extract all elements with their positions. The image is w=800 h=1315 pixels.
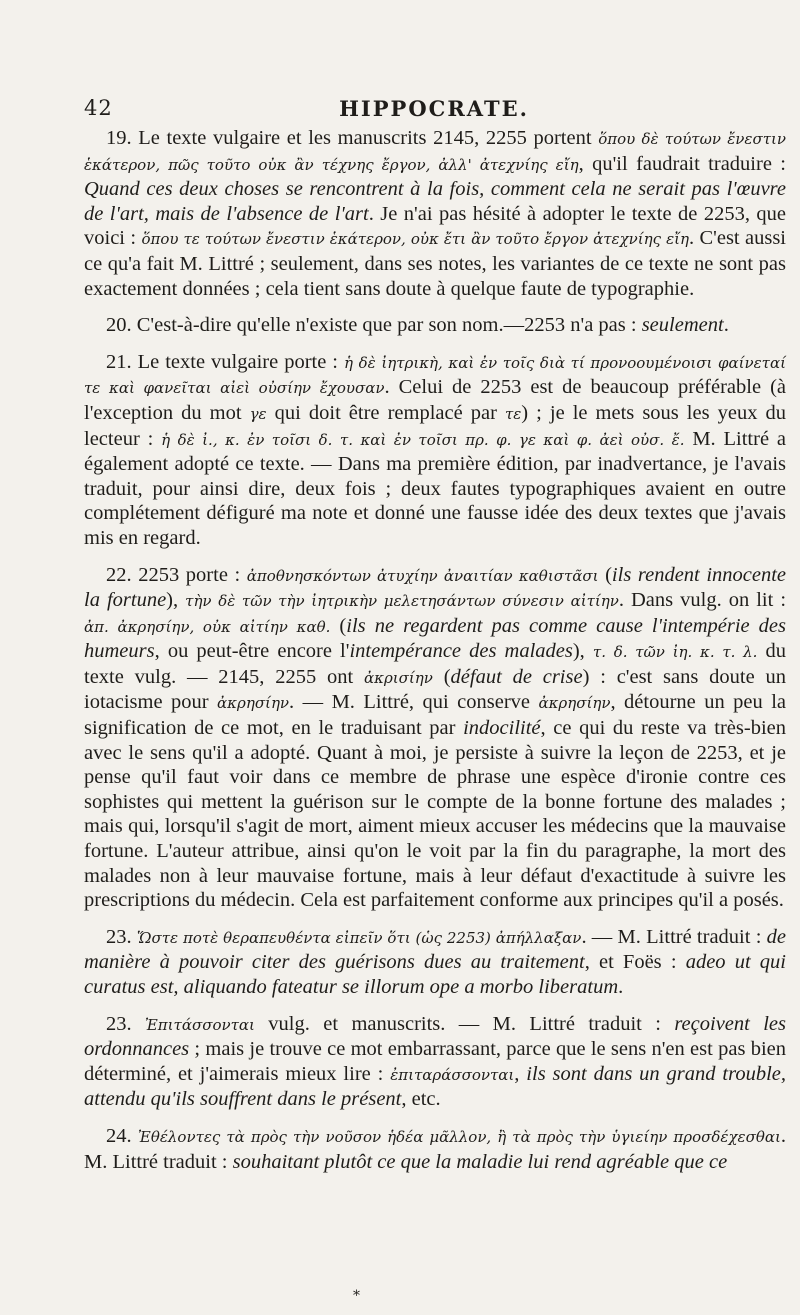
note-text: ; mais je trouve ce mot embarrassant, parce que le sens n'en est pas bien déterminé, et j'aimerais mieux lire : bbox=[84, 1038, 786, 1085]
italic-text: Quand ces deux choses se rencontrent à la fois, comment cela ne serait pas l'œuvre de l'art, mais de l'absence de l'art bbox=[84, 178, 786, 225]
note-text: ) ; je le mets sous les yeux du lecteur : bbox=[84, 401, 787, 450]
italic-text: ils rendent innocente la fortune bbox=[84, 563, 787, 612]
italic-text: de manière à pouvoir citer des guérisons dues au traitement bbox=[84, 925, 786, 974]
greek-text: ἀκρισίην bbox=[364, 668, 433, 687]
greek-text: Ἐπιτάσσονται bbox=[145, 1015, 255, 1034]
italic-text: reçoivent les ordonnances bbox=[84, 1012, 786, 1061]
italic-text: seulement bbox=[641, 314, 724, 337]
note-text: du texte vulg. — 2145, 2255 ont bbox=[84, 640, 786, 688]
greek-text: ἡ δὲ ἰ., κ. ἐν τοῖσι δ. τ. καὶ ἐν τοῖσι πρ. φ. γε καὶ φ. ἀεὶ οὐσ. ἔ. bbox=[161, 430, 685, 449]
note-text: . bbox=[723, 314, 729, 337]
note-text: 19. Le texte vulgaire et les manuscrits 2145, 2255 portent bbox=[106, 127, 599, 149]
note-text: , ce qui du reste va très-bien avec le sens qu'il a adopté. Quant à moi, je persiste à suivre la leçon de 2253, et je pense qu'il faut voir dans ce membre de phrase une espèce d'ironie contre ces sophistes qui mettent la guérison sur le compte de la bonne fortune des malades ; mais qui, lorsqu'il s'agit de mort, aiment mieux accuser les médecins que la mauvaise fortune. L'auteur attribue, ainsi qu'on le voit par la fin du paragraphe, la mort des malades non à leur mauvaise fortune, mais à leur défaut d'exactitude à suivre les prescriptions du médecin. Cela est parfaitement conforme aux principes qu'il a posés. bbox=[84, 717, 786, 912]
italic-text: indocilité bbox=[463, 717, 541, 740]
note-text: qui doit être remplacé par bbox=[266, 401, 505, 424]
running-title: HIPPOCRATE. bbox=[339, 96, 529, 121]
note-text: vulg. et manuscrits. — M. Littré traduit : bbox=[254, 1012, 675, 1035]
note-text: , détourne un peu la signification de ce mot, en le traduisant par bbox=[84, 691, 786, 740]
greek-text: τὴν δὲ τῶν τὴν ἰητρικὴν μελετησάντων σύνεσιν αἰτίην bbox=[185, 592, 619, 611]
greek-text: ἀποθνησκόντων ἀτυχίην ἀναιτίαν καθιστᾶσι bbox=[246, 566, 599, 585]
note-text: . bbox=[618, 976, 624, 998]
note-paragraph bbox=[84, 563, 786, 913]
note-text: . Je n'ai pas hésité à adopter le texte de 2253, que voici : bbox=[84, 202, 786, 250]
note-text: 22. 2253 porte : bbox=[106, 563, 247, 586]
italic-text: intempérance des malades bbox=[349, 640, 573, 663]
footnotes bbox=[84, 126, 786, 1186]
note-text: ( bbox=[598, 563, 612, 586]
greek-text: Ἐθέλοντες τὰ πρὸς τὴν νοῦσον ἡδέα μᾶλλον, ἢ τὰ πρὸς τὴν ὑγιείην προσδέχεσθαι bbox=[138, 1127, 781, 1146]
note-text: . — M. Littré traduit : bbox=[581, 925, 767, 948]
greek-text: ἀπ. ἀκρησίην, οὐκ αἰτίην καθ. bbox=[84, 617, 331, 636]
note-text: 24. bbox=[106, 1124, 139, 1147]
note-text: . Celui de 2253 est de beaucoup préférable (à l'exception du mot bbox=[84, 376, 786, 424]
page-number: 42 bbox=[84, 96, 113, 120]
note-text: ( bbox=[330, 614, 347, 637]
note-text: 20. C'est-à-dire qu'elle n'existe que par son nom.—2253 n'a pas : bbox=[106, 314, 642, 337]
note-text: , etc. bbox=[401, 1088, 441, 1111]
greek-text: ὅπου τε τούτων ἔνεστιν ἑκάτερον, οὐκ ἔτι ἂν τοῦτο ἔργον ἀτεχνίης εἴη bbox=[141, 230, 689, 249]
note-text: . Dans vulg. on lit : bbox=[618, 589, 787, 612]
note-paragraph bbox=[84, 350, 786, 551]
note-text: , et Foës : bbox=[584, 951, 686, 974]
note-paragraph bbox=[84, 1124, 786, 1174]
greek-text: ἡ δὲ ἰητρικὴ, καὶ ἐν τοῖς διὰ τί προνοουμένοισι φαίνεταί τε καὶ φανεῖται αἰεὶ οὐσίην ἔχουσαν bbox=[84, 353, 786, 398]
italic-text: souhaitant plutôt ce que la maladie lui rend agréable que ce bbox=[232, 1150, 728, 1173]
note-text: 23. bbox=[106, 925, 137, 948]
greek-text: τ. δ. τῶν ἰη. κ. τ. λ. bbox=[592, 643, 758, 662]
note-text: M. Littré a également adopté ce texte. — Dans ma première édition, par inadvertance, je l'avais traduit, pour ainsi dire, deux fois ; deux fautes typographiques avaient en outre complétement défiguré ma note et donné une fausse idée des deux textes que j'avais mis en regard. bbox=[84, 427, 786, 549]
greek-text: τε bbox=[504, 404, 522, 423]
greek-text: ἐπιταράσσονται bbox=[390, 1065, 515, 1084]
italic-text: défaut de crise bbox=[450, 665, 583, 688]
note-text: 23. bbox=[106, 1012, 146, 1035]
greek-text: ὅπου δὲ τούτων ἔνεστιν ἑκάτερον, πῶς τοῦτο οὐκ ἂν τέχνης ἔργον, ἀλλ' ἀτεχνίης εἴη bbox=[84, 130, 786, 174]
note-paragraph bbox=[84, 925, 786, 1000]
note-text: , qu'il faudrait traduire : bbox=[578, 152, 786, 175]
italic-text: ils ne regardent pas comme cause l'intempérie des humeurs bbox=[84, 614, 787, 663]
greek-text: ἀκρησίην bbox=[538, 694, 611, 713]
note-paragraph bbox=[84, 1012, 786, 1112]
running-head bbox=[84, 96, 784, 126]
note-text: ), bbox=[572, 640, 593, 663]
note-text: ) : c'est sans doute un iotacisme pour bbox=[84, 665, 786, 714]
note-text: , bbox=[514, 1062, 527, 1085]
note-paragraph bbox=[84, 126, 786, 301]
greek-text: ἀκρησίην bbox=[217, 694, 290, 713]
note-text: . C'est aussi ce qu'a fait M. Littré ; seulement, dans ses notes, les variantes de ce texte ne sont pas exactement données ; cela tient sans doute à quelque faute de typographie. bbox=[84, 227, 787, 300]
greek-text: γε bbox=[249, 404, 267, 423]
note-text: ( bbox=[432, 665, 451, 688]
signature-mark: * bbox=[353, 1288, 360, 1304]
note-text: 21. Le texte vulgaire porte : bbox=[106, 350, 344, 373]
italic-text: ils sont dans un grand trouble, attendu qu'ils souffrent dans le présent bbox=[84, 1062, 786, 1111]
note-text: , ou peut-être encore l' bbox=[154, 640, 350, 663]
greek-text: Ὥστε ποτὲ θεραπευθέντα εἰπεῖν ὅτι (ὡς 2253) ἀπήλλαξαν bbox=[136, 928, 582, 947]
note-text: . — M. Littré, qui conserve bbox=[289, 691, 539, 714]
note-text: . M. Littré traduit : bbox=[84, 1124, 786, 1173]
note-paragraph bbox=[84, 313, 786, 338]
note-text: ), bbox=[166, 589, 186, 612]
italic-text: adeo ut qui curatus est, aliquando fateatur se illorum ope a morbo liberatum bbox=[84, 951, 786, 998]
